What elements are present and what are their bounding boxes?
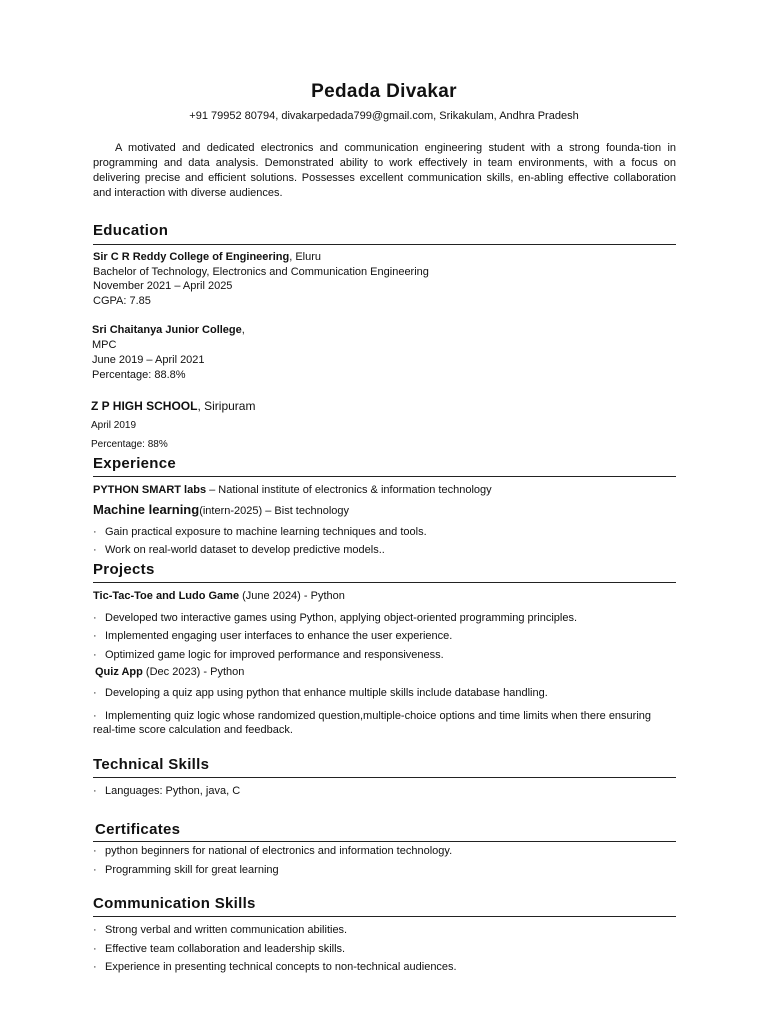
school-score: Percentage: 88% (91, 439, 168, 450)
project-bullet: · Implementing quiz logic whose randomized question,multiple-choice options and time limits when there ensuring real-time score calculation and feedback. (93, 710, 652, 736)
education-heading: Education (93, 222, 169, 239)
bullet-icon: · (93, 785, 97, 797)
communication-skill-bullet: · Strong verbal and written communication abilities. (93, 924, 348, 936)
experience-org-detail: – National institute of electronics & information technology (206, 484, 492, 496)
college-line (93, 251, 321, 263)
college-location: , Eluru (289, 251, 321, 263)
bullet-icon: · (93, 526, 97, 538)
junior-college-suffix: , (241, 324, 245, 336)
candidate-name: Pedada Divakar (311, 81, 457, 102)
bullet-icon: · (93, 630, 97, 642)
project-title: Tic-Tac-Toe and Ludo Game (93, 590, 240, 602)
communication-skill-bullet: · Effective team collaboration and leadership skills. (93, 943, 346, 955)
school-location: , Siripuram (197, 399, 256, 413)
contact-line: +91 79952 80794, divakarpedada799@gmail.com, Srikakulam, Andhra Pradesh (189, 110, 579, 122)
experience-bullet: · Gain practical exposure to machine learning techniques and tools. (93, 526, 427, 538)
experience-org-line (93, 484, 492, 496)
project-bullet: · Optimized game logic for improved performance and responsiveness. (93, 649, 444, 661)
communication-skills-divider (93, 916, 676, 917)
project-bullet: · Developed two interactive games using Python, applying object-oriented programming principles. (93, 612, 578, 624)
project-bullet: · Implemented engaging user interfaces to enhance the user experience. (93, 630, 453, 642)
bullet-icon: · (93, 649, 97, 661)
education-divider (93, 244, 676, 245)
school-dates: April 2019 (91, 420, 137, 431)
project-meta: (June 2024) - Python (239, 590, 345, 602)
technical-skills-heading: Technical Skills (93, 756, 210, 773)
certificates-divider (93, 841, 676, 842)
experience-bullet: · Work on real-world dataset to develop predictive models.. (93, 544, 385, 556)
bullet-icon: · (93, 943, 97, 955)
summary-paragraph: A motivated and dedicated electronics and communication engineering student with a strong founda-tion in programming and data analysis. Demonstrated ability to work effectively in team environments, with a focus on delivering precise and efficient solutions. Possesses excellent communication skills, en-abling effective collaboration and interaction with diverse audiences. (93, 142, 676, 199)
communication-skills-heading: Communication Skills (93, 895, 256, 912)
bullet-icon: · (93, 612, 97, 624)
certificate-bullet: · Programming skill for great learning (93, 864, 279, 876)
technical-skill-bullet: · Languages: Python, java, C (93, 785, 241, 797)
communication-skill-bullet: · Experience in presenting technical concepts to non-technical audiences. (93, 961, 457, 973)
college-dates: November 2021 – April 2025 (93, 280, 233, 292)
bullet-icon: · (93, 924, 97, 936)
experience-org-title: PYTHON SMART labs (93, 484, 207, 496)
school-line (91, 399, 255, 413)
college-score: CGPA: 7.85 (93, 295, 151, 307)
bullet-icon: · (93, 544, 97, 556)
bullet-icon: · (93, 864, 97, 876)
project-title: Quiz App (95, 666, 143, 678)
college-degree: Bachelor of Technology, Electronics and Communication Engineering (93, 266, 429, 278)
experience-role-title: Machine learning (93, 502, 200, 517)
experience-role-line (93, 502, 349, 517)
projects-heading: Projects (93, 561, 155, 578)
bullet-icon: · (93, 710, 97, 722)
junior-college-line (92, 324, 245, 336)
project-bullet: · Developing a quiz app using python that enhance multiple skills include database handling. (93, 687, 548, 699)
junior-score: Percentage: 88.8% (92, 369, 186, 381)
experience-heading: Experience (93, 455, 177, 472)
project-meta: (Dec 2023) - Python (142, 666, 245, 678)
bullet-icon: · (93, 961, 97, 973)
experience-divider (93, 476, 676, 477)
college-name: Sir C R Reddy College of Engineering (93, 251, 290, 263)
project-title-line (93, 590, 345, 602)
certificates-heading: Certificates (95, 821, 181, 838)
bullet-icon: · (93, 687, 97, 699)
experience-role-detail: (intern-2025) – Bist technology (199, 505, 350, 517)
certificate-bullet: · python beginners for national of electronics and information technology. (93, 845, 453, 857)
bullet-icon: · (93, 845, 97, 857)
project-title-line (95, 666, 244, 678)
junior-course: MPC (92, 339, 117, 351)
junior-college-name: Sri Chaitanya Junior College (92, 324, 242, 336)
projects-divider (93, 582, 676, 583)
technical-skills-divider (93, 777, 676, 778)
junior-dates: June 2019 – April 2021 (92, 354, 205, 366)
school-name: Z P HIGH SCHOOL (91, 399, 198, 413)
